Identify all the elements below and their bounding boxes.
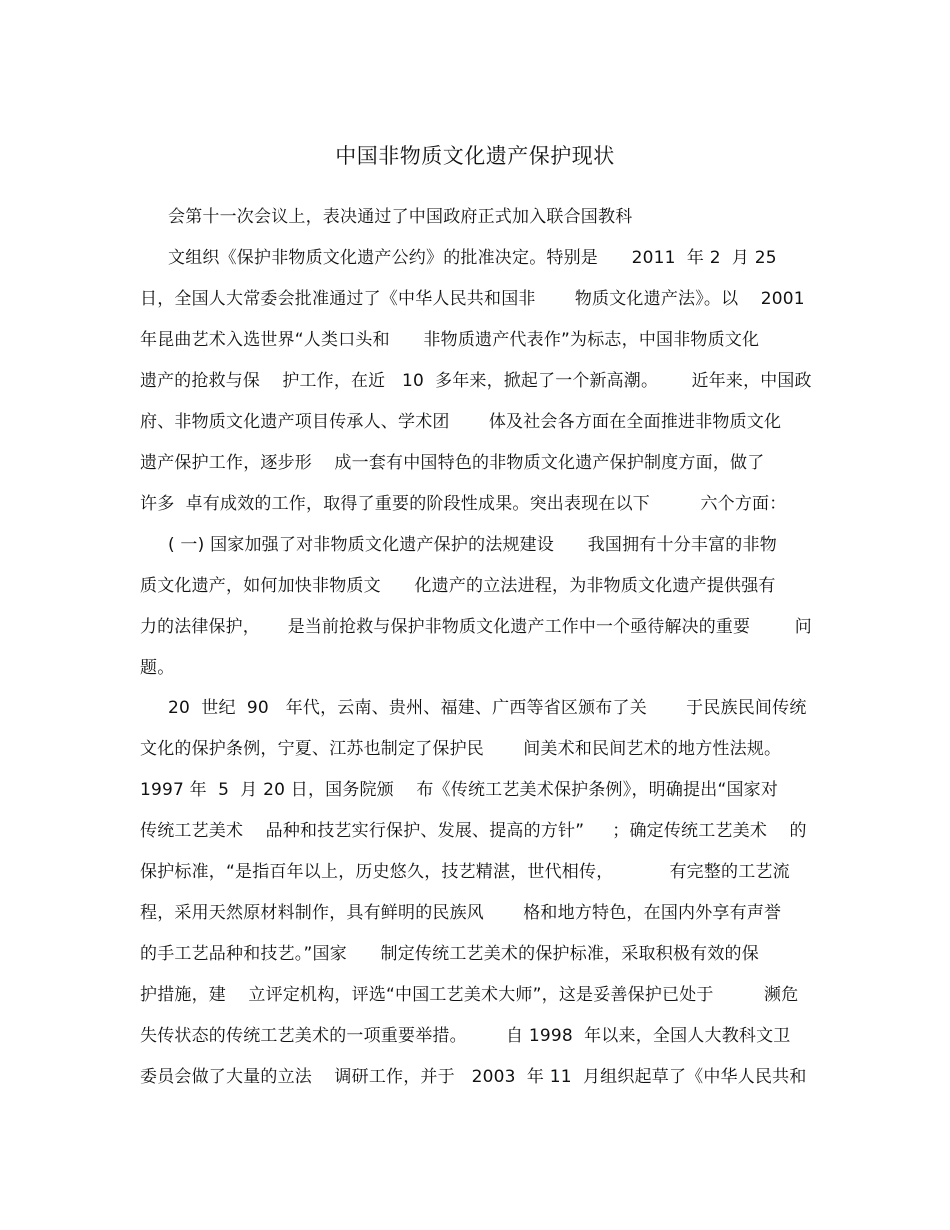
text-line: 的手工艺品种和技艺。”国家 制定传统工艺美术的保护标准，采取积极有效的保 bbox=[140, 944, 759, 964]
text-line: 1997 年 5 月 20 日，国务院颁 布《传统工艺美术保护条例》，明确提出“国家对 bbox=[140, 780, 779, 800]
text-line: 传统工艺美术 品种和技艺实行保护、发展、提高的方针” ；确定传统工艺美术 的 bbox=[140, 821, 807, 841]
text-line: 文组织《保护非物质文化遗产公约》的批准决定。特别是 2011 年 2 月 25 bbox=[168, 248, 777, 268]
text-line: 委员会做了大量的立法 调研工作，并于 2003 年 11 月组织起草了《中华人民共和 bbox=[140, 1067, 807, 1087]
text-line: 许多 卓有成效的工作，取得了重要的阶段性成果。突出表现在以下 六个方面： bbox=[140, 494, 787, 514]
text-line: ( 一) 国家加强了对非物质文化遗产保护的法规建设 我国拥有十分丰富的非物 bbox=[168, 535, 777, 555]
text-line: 保护标准，“是指百年以上，历史悠久，技艺精湛，世代相传， 有完整的工艺流 bbox=[140, 862, 790, 882]
text-line: 护措施，建 立评定机构，评选“中国工艺美术大师”，这是妥善保护已处于 濒危 bbox=[140, 985, 799, 1005]
text-line: 遗产保护工作，逐步形 成一套有中国特色的非物质文化遗产保护制度方面，做了 bbox=[140, 453, 765, 473]
text-line: 力的法律保护， 是当前抢救与保护非物质文化遗产工作中一个亟待解决的重要 问 bbox=[140, 617, 812, 637]
document-title: 中国非物质文化遗产保护现状 bbox=[335, 144, 615, 168]
text-line: 遗产的抢救与保 护工作，在近 10 多年来，掀起了一个新高潮。 近年来，中国政 bbox=[140, 371, 812, 391]
text-line: 程，采用天然原材料制作，具有鲜明的民族风 格和地方特色，在国内外享有声誉 bbox=[140, 903, 782, 923]
text-line: 日，全国人大常委会批准通过了《中华人民共和国非 物质文化遗产法》。以 2001 bbox=[140, 289, 805, 309]
text-line: 20 世纪 90 年代，云南、贵州、福建、广西等省区颁布了关 于民族民间传统 bbox=[168, 698, 807, 718]
text-line: 文化的保护条例，宁夏、江苏也制定了保护民 间美术和民间艺术的地方性法规。 bbox=[140, 739, 782, 759]
text-line: 题。 bbox=[140, 658, 175, 678]
text-line: 府、非物质文化遗产项目传承人、学术团 体及社会各方面在全面推进非物质文化 bbox=[140, 412, 782, 432]
text-line: 年昆曲艺术入选世界“人类口头和 非物质遗产代表作”为标志，中国非物质文化 bbox=[140, 330, 760, 350]
text-line: 质文化遗产，如何加快非物质文 化遗产的立法进程，为非物质文化遗产提供强有 bbox=[140, 576, 776, 596]
text-line: 失传状态的传统工艺美术的一项重要举措。 自 1998 年以来，全国人大教科文卫 bbox=[140, 1026, 791, 1046]
text-line: 会第十一次会议上，表决通过了中国政府正式加入联合国教科 bbox=[168, 207, 633, 227]
